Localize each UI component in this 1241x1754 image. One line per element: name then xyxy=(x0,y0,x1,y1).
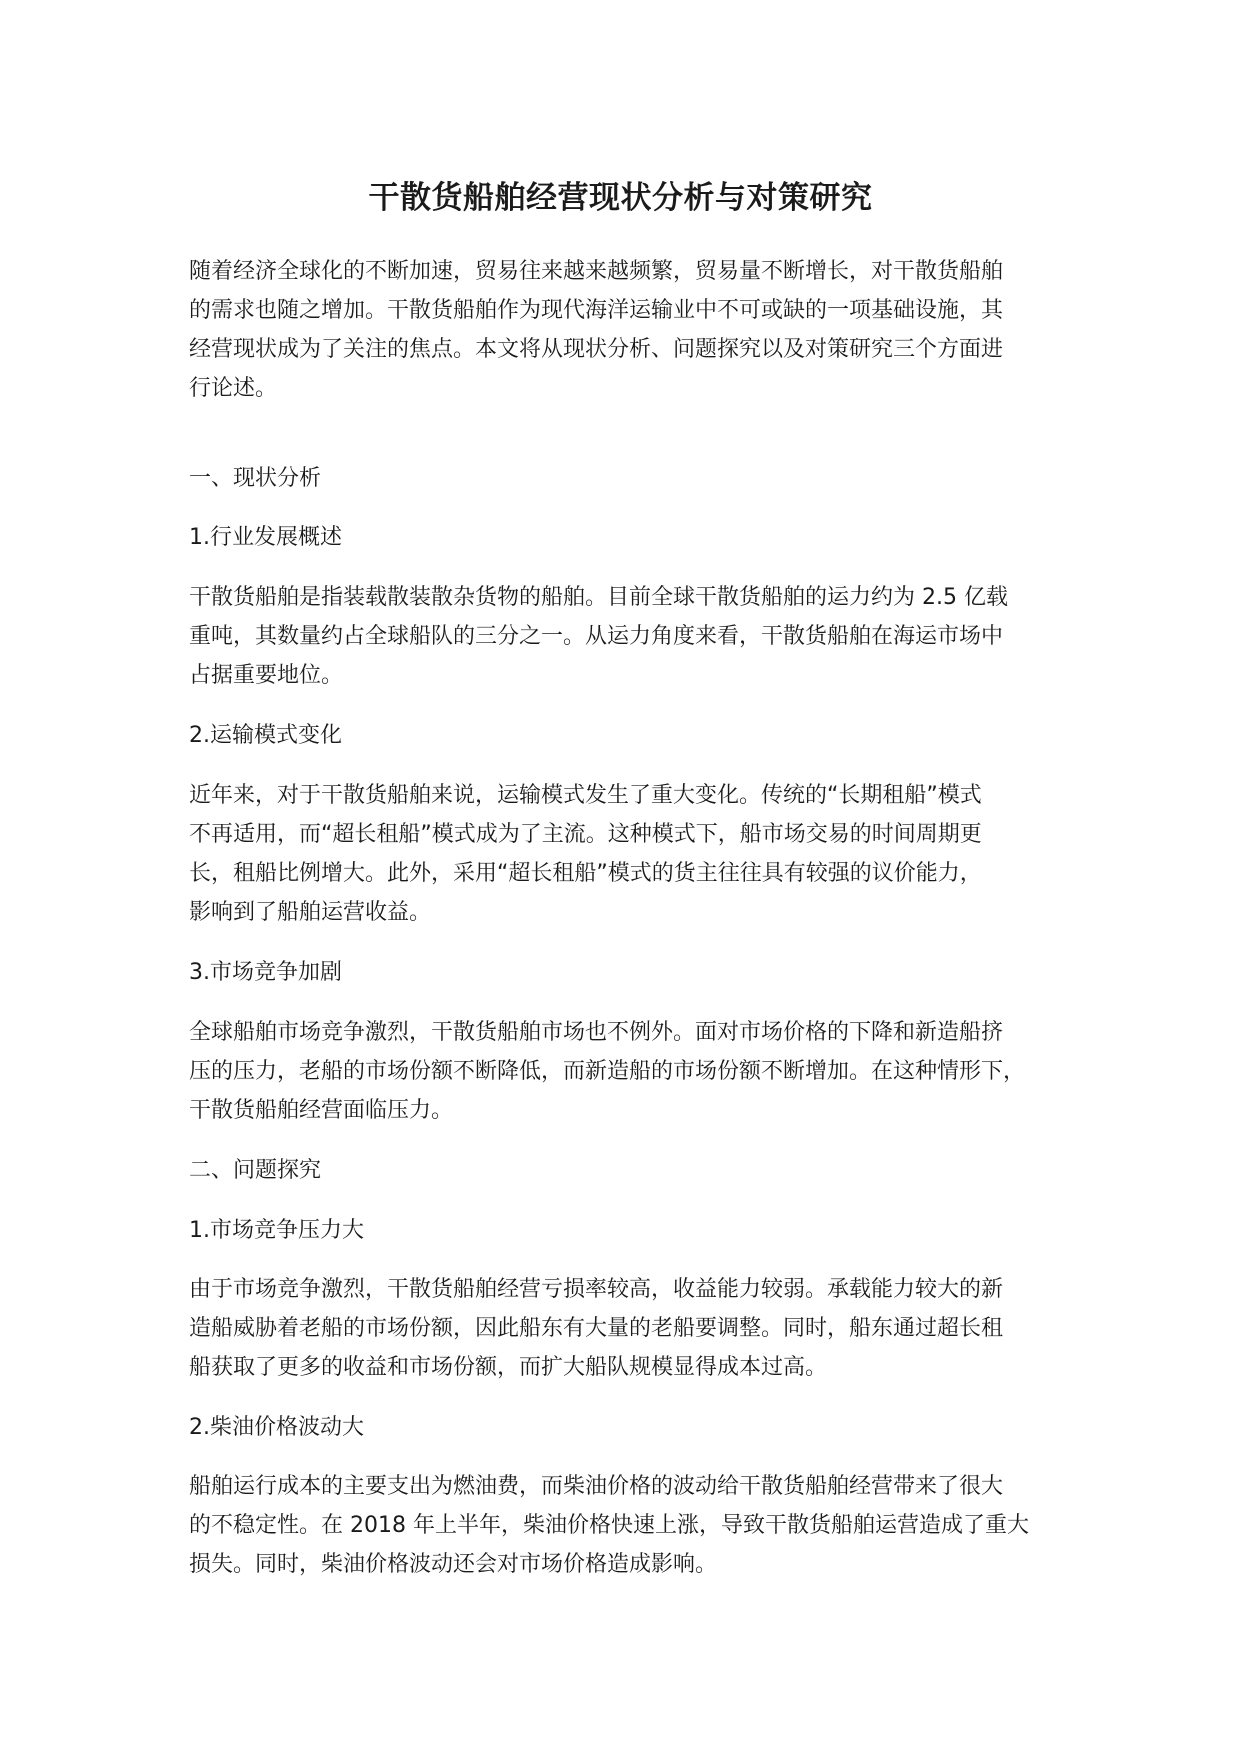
text-line: 经营现状成为了关注的焦点。本文将从现状分析、问题探究以及对策研究三个方面进 xyxy=(189,337,1004,362)
heading-text: 2.运输模式变化 xyxy=(189,723,342,748)
subheading-diesel-price xyxy=(189,1408,364,1447)
section-heading-problems xyxy=(189,1151,321,1190)
text-line: 重吨，其数量约占全球船队的三分之一。从运力角度来看，干散货船舶在海运市场中 xyxy=(189,624,1004,649)
text-line: 由于市场竞争激烈，干散货船舶经营亏损率较高，收益能力较弱。承载能力较大的新 xyxy=(189,1277,1004,1302)
text-line: 长，租船比例增大。此外，采用“超长租船”模式的货主往往具有较强的议价能力， xyxy=(189,861,982,886)
paragraph-diesel-price xyxy=(189,1467,1029,1584)
text-line: 造船威胁着老船的市场份额，因此船东有大量的老船要调整。同时，船东通过超长租 xyxy=(189,1316,1004,1341)
text-line: 压的压力，老船的市场份额不断降低，而新造船的市场份额不断增加。在这种情形下， xyxy=(189,1059,1026,1084)
text-line: 近年来，对于干散货船舶来说，运输模式发生了重大变化。传统的“长期租船”模式 xyxy=(189,783,982,808)
subheading-market-competition xyxy=(189,953,342,992)
heading-text: 2.柴油价格波动大 xyxy=(189,1415,364,1440)
subheading-competition-pressure xyxy=(189,1211,364,1250)
text-line: 损失。同时，柴油价格波动还会对市场价格造成影响。 xyxy=(189,1552,718,1577)
subheading-transport-mode xyxy=(189,716,342,755)
paragraph-competition-pressure xyxy=(189,1270,1003,1387)
text-line: 船舶运行成本的主要支出为燃油费，而柴油价格的波动给干散货船舶经营带来了很大 xyxy=(189,1474,1004,1499)
text-line: 随着经济全球化的不断加速，贸易往来越来越频繁，贸易量不断增长，对干散货船舶 xyxy=(189,259,1004,284)
document-title: 干散货船舶经营现状分析与对策研究 xyxy=(368,180,873,216)
text-line: 的不稳定性。在 2018 年上半年，柴油价格快速上涨，导致干散货船舶运营造成了重大 xyxy=(189,1513,1029,1538)
text-line: 的需求也随之增加。干散货船舶作为现代海洋运输业中不可或缺的一项基础设施，其 xyxy=(189,298,1004,323)
section-heading-status xyxy=(189,459,321,498)
paragraph-intro xyxy=(189,252,1003,408)
paragraph-market-competition xyxy=(189,1013,1025,1130)
text-line: 不再适用，而“超长租船”模式成为了主流。这种模式下，船市场交易的时间周期更 xyxy=(189,822,982,847)
heading-text: 一、现状分析 xyxy=(189,466,322,491)
heading-text: 1.行业发展概述 xyxy=(189,525,342,550)
text-line: 全球船舶市场竞争激烈，干散货船舶市场也不例外。面对市场价格的下降和新造船挤 xyxy=(189,1020,1004,1045)
paragraph-industry-overview xyxy=(189,578,1008,695)
text-line: 干散货船舶经营面临压力。 xyxy=(189,1098,454,1123)
text-line: 占据重要地位。 xyxy=(189,663,344,688)
heading-text: 1.市场竞争压力大 xyxy=(189,1218,364,1243)
heading-text: 3.市场竞争加剧 xyxy=(189,960,342,985)
text-line: 干散货船舶是指装载散装散杂货物的船舶。目前全球干散货船舶的运力约为 2.5 亿载 xyxy=(189,585,1008,610)
text-line: 船获取了更多的收益和市场份额，而扩大船队规模显得成本过高。 xyxy=(189,1355,828,1380)
paragraph-transport-mode xyxy=(189,776,982,932)
text-line: 影响到了船舶运营收益。 xyxy=(189,900,432,925)
heading-text: 二、问题探究 xyxy=(189,1158,322,1183)
text-line: 行论述。 xyxy=(189,376,278,401)
subheading-industry-overview xyxy=(189,518,342,557)
